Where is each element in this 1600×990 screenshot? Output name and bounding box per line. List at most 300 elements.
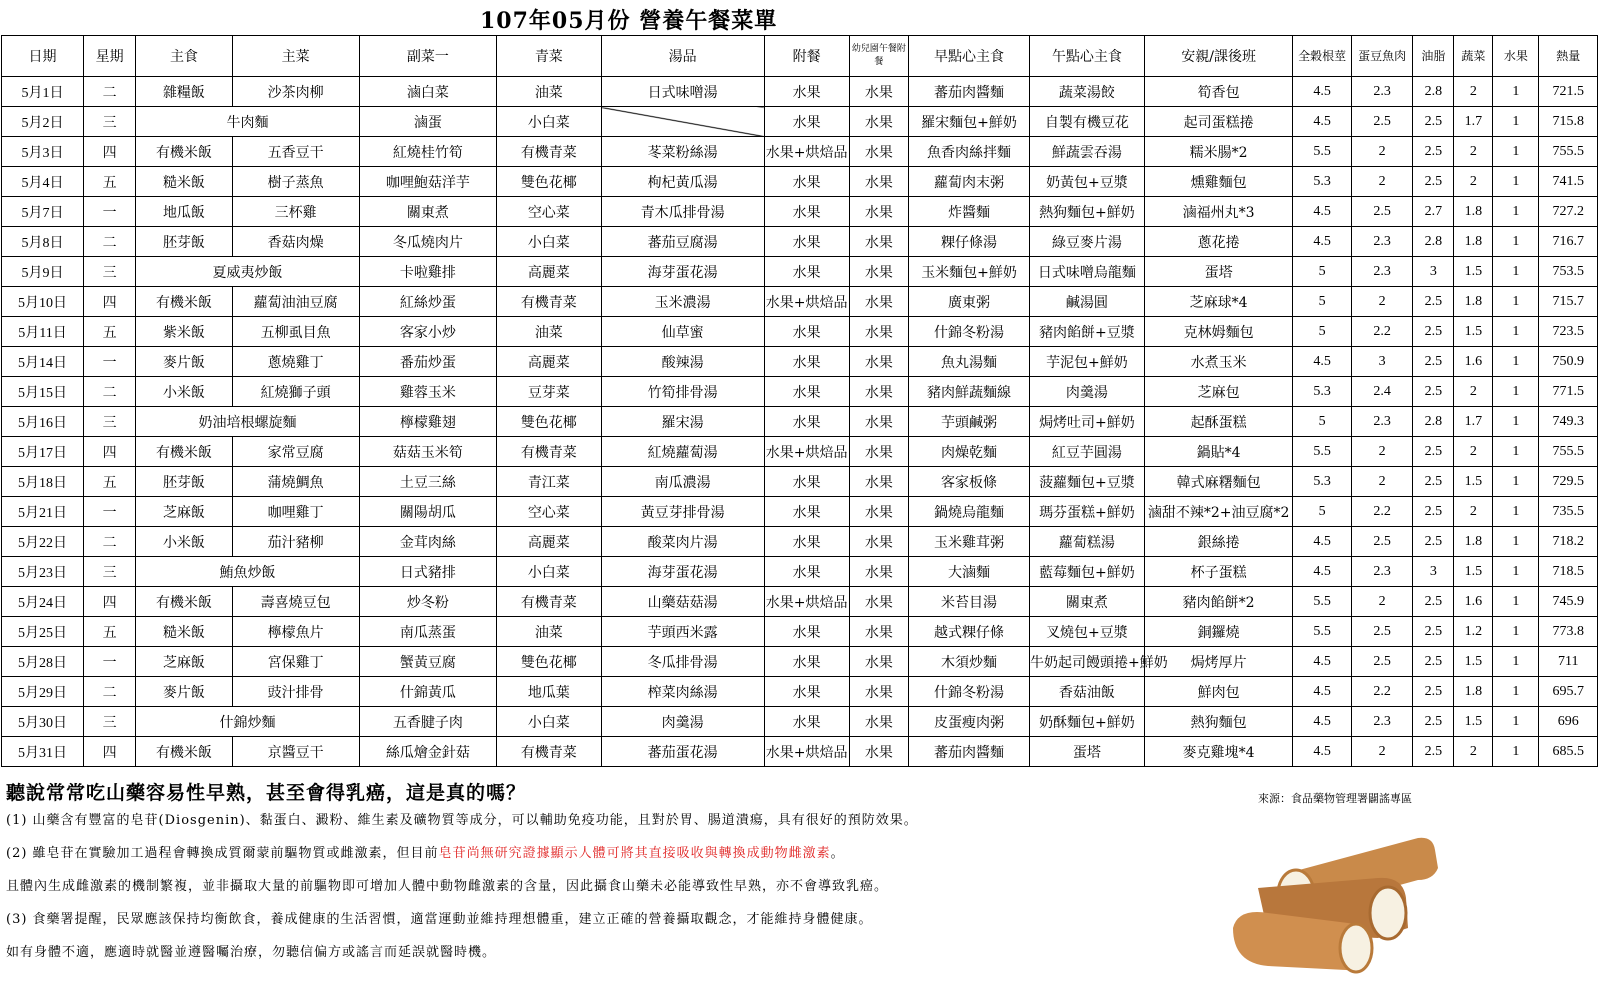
article-question: 聽說常常吃山藥容易性早熟，甚至會得乳癌，這是真的嗎？	[6, 782, 527, 804]
cell-morning-snack: 米苔目湯	[909, 587, 1030, 617]
cell-vegetable: 有機青菜	[497, 737, 602, 767]
cell-side-dish: 菇菇玉米筍	[359, 437, 496, 467]
cell-vegetables: 1.5	[1454, 647, 1493, 677]
cell-after-school: 筍香包	[1144, 77, 1293, 107]
cell-main-dish: 壽喜燒豆包	[232, 587, 359, 617]
cell-kindergarten-extra: 水果	[849, 77, 908, 107]
menu-row	[2, 287, 1598, 317]
cell-side-dish: 絲瓜燴金針菇	[359, 737, 496, 767]
cell-afternoon-snack: 叉燒包+豆漿	[1030, 617, 1145, 647]
cell-weekday: 四	[84, 737, 136, 767]
cell-date: 5月4日	[2, 167, 84, 197]
cell-staple: 芝麻飯	[136, 647, 232, 677]
cell-vegetables: 1.5	[1454, 707, 1493, 737]
cell-fruit: 1	[1493, 317, 1539, 347]
cell-after-school: 焗烤厚片	[1144, 647, 1293, 677]
article-p2-highlight: 皂苷尚無研究證據顯示人體可將其直接吸收與轉換成動物雌激素	[438, 846, 831, 861]
cell-vegetables: 2	[1454, 137, 1493, 167]
cell-date: 5月8日	[2, 227, 84, 257]
cell-extra: 水果+烘焙品	[764, 437, 849, 467]
menu-row	[2, 347, 1598, 377]
cell-weekday: 三	[84, 257, 136, 287]
cell-fat: 2.5	[1413, 737, 1454, 767]
cell-vegetable: 有機青菜	[497, 287, 602, 317]
cell-afternoon-snack: 肉羹湯	[1030, 377, 1145, 407]
header-grains: 全穀根莖	[1293, 36, 1351, 77]
cell-afternoon-snack: 蘿蔔糕湯	[1030, 527, 1145, 557]
source-note: 來源：食品藥物管理署闢謠專區	[1258, 792, 1412, 805]
cell-fat: 3	[1413, 257, 1454, 287]
cell-staple: 胚芽飯	[136, 467, 232, 497]
header-fat: 油脂	[1413, 36, 1454, 77]
cell-side-dish: 金茸肉絲	[359, 527, 496, 557]
cell-fat: 2.5	[1413, 707, 1454, 737]
cell-protein: 2.2	[1351, 317, 1413, 347]
cell-grains: 4.5	[1293, 227, 1351, 257]
cell-date: 5月17日	[2, 437, 84, 467]
cell-afternoon-snack: 鮮蔬雲吞湯	[1030, 137, 1145, 167]
cell-morning-snack: 客家板條	[909, 467, 1030, 497]
cell-side-dish: 滷白菜	[359, 77, 496, 107]
cell-calories: 735.5	[1539, 497, 1598, 527]
cell-fruit: 1	[1493, 497, 1539, 527]
cell-soup: 海芽蛋花湯	[601, 257, 764, 287]
cell-morning-snack: 蕃茄肉醬麵	[909, 737, 1030, 767]
cell-extra: 水果	[764, 257, 849, 287]
cell-main-dish: 京醬豆干	[232, 737, 359, 767]
cell-vegetable: 高麗菜	[497, 527, 602, 557]
cell-main-dish: 蔥燒雞丁	[232, 347, 359, 377]
menu-row	[2, 317, 1598, 347]
cell-protein: 2.3	[1351, 257, 1413, 287]
menu-row	[2, 707, 1598, 737]
cell-vegetables: 1.7	[1454, 107, 1493, 137]
menu-row	[2, 677, 1598, 707]
cell-soup: 仙草蜜	[601, 317, 764, 347]
cell-soup: 酸菜肉片湯	[601, 527, 764, 557]
cell-morning-snack: 豬肉鮮蔬麵線	[909, 377, 1030, 407]
cell-side-dish: 咖哩鮑菇洋芋	[359, 167, 496, 197]
article-paragraph-4: (3) 食藥署提醒，民眾應該保持均衡飲食，養成健康的生活習慣，適當運動並維持理想體重，建立正確的營養攝取觀念，才能維持身體健康。	[6, 912, 873, 927]
menu-row	[2, 467, 1598, 497]
menu-row	[2, 407, 1598, 437]
cell-extra: 水果	[764, 467, 849, 497]
cell-side-dish: 卡啦雞排	[359, 257, 496, 287]
menu-row	[2, 137, 1598, 167]
cell-grains: 4.5	[1293, 347, 1351, 377]
cell-afternoon-snack: 自製有機豆花	[1030, 107, 1145, 137]
cell-calories: 715.7	[1539, 287, 1598, 317]
cell-side-dish: 炒冬粉	[359, 587, 496, 617]
cell-grains: 4.5	[1293, 737, 1351, 767]
article-paragraph-2	[6, 846, 1186, 862]
cell-vegetables: 1.5	[1454, 317, 1493, 347]
cell-staple: 有機米飯	[136, 137, 232, 167]
cell-afternoon-snack: 熱狗麵包+鮮奶	[1030, 197, 1145, 227]
cell-side-dish: 紅絲炒蛋	[359, 287, 496, 317]
header-calories: 熱量	[1539, 36, 1598, 77]
cell-calories: 755.5	[1539, 437, 1598, 467]
cell-afternoon-snack: 瑪芬蛋糕+鮮奶	[1030, 497, 1145, 527]
menu-row	[2, 227, 1598, 257]
cell-weekday: 四	[84, 437, 136, 467]
cell-soup: 肉羹湯	[601, 707, 764, 737]
cell-fruit: 1	[1493, 737, 1539, 767]
cell-fat: 3	[1413, 557, 1454, 587]
cell-vegetables: 1.8	[1454, 227, 1493, 257]
cell-extra: 水果	[764, 107, 849, 137]
cell-soup	[601, 107, 764, 137]
cell-kindergarten-extra: 水果	[849, 317, 908, 347]
cell-weekday: 四	[84, 137, 136, 167]
cell-fat: 2.5	[1413, 647, 1454, 677]
cell-soup: 蕃茄豆腐湯	[601, 227, 764, 257]
cell-vegetable: 雙色花椰	[497, 647, 602, 677]
cell-side-dish: 客家小炒	[359, 317, 496, 347]
header-side-dish: 副菜一	[359, 36, 496, 77]
cell-fruit: 1	[1493, 287, 1539, 317]
cell-morning-snack: 蕃茄肉醬麵	[909, 77, 1030, 107]
cell-vegetables: 1.8	[1454, 677, 1493, 707]
cell-fat: 2.5	[1413, 287, 1454, 317]
cell-kindergarten-extra: 水果	[849, 467, 908, 497]
menu-row	[2, 737, 1598, 767]
cell-fruit: 1	[1493, 227, 1539, 257]
cell-protein: 2.2	[1351, 677, 1413, 707]
cell-grains: 5.5	[1293, 437, 1351, 467]
header-extra: 附餐	[764, 36, 849, 77]
cell-main-dish: 茄汁豬柳	[232, 527, 359, 557]
cell-calories: 741.5	[1539, 167, 1598, 197]
cell-grains: 4.5	[1293, 647, 1351, 677]
cell-vegetable: 小白菜	[497, 107, 602, 137]
cell-fruit: 1	[1493, 587, 1539, 617]
cell-soup: 冬瓜排骨湯	[601, 647, 764, 677]
cell-vegetables: 1.7	[1454, 407, 1493, 437]
cell-soup: 山藥菇菇湯	[601, 587, 764, 617]
cell-vegetables: 1.6	[1454, 347, 1493, 377]
cell-after-school: 豬肉餡餅*2	[1144, 587, 1293, 617]
cell-calories: 773.8	[1539, 617, 1598, 647]
cell-after-school: 鍋貼*4	[1144, 437, 1293, 467]
article-p2-start: (2) 雖皂苷在實驗加工過程會轉換成質爾蒙前驅物質或雌激素，但目前	[6, 846, 439, 861]
cell-morning-snack: 粿仔條湯	[909, 227, 1030, 257]
cell-side-dish: 滷蛋	[359, 107, 496, 137]
cell-vegetable: 雙色花椰	[497, 407, 602, 437]
cell-extra: 水果	[764, 227, 849, 257]
cell-fruit: 1	[1493, 407, 1539, 437]
cell-side-dish: 雞蓉玉米	[359, 377, 496, 407]
cell-date: 5月10日	[2, 287, 84, 317]
cell-fruit: 1	[1493, 707, 1539, 737]
cell-morning-snack: 蘿蔔肉末粥	[909, 167, 1030, 197]
cell-morning-snack: 肉燥乾麵	[909, 437, 1030, 467]
cell-fat: 2.5	[1413, 347, 1454, 377]
cell-date: 5月30日	[2, 707, 84, 737]
cell-fat: 2.5	[1413, 497, 1454, 527]
cell-soup: 青木瓜排骨湯	[601, 197, 764, 227]
cell-vegetables: 1.6	[1454, 587, 1493, 617]
cell-staple: 胚芽飯	[136, 227, 232, 257]
cell-soup: 羅宋湯	[601, 407, 764, 437]
cell-side-dish: 紅燒桂竹筍	[359, 137, 496, 167]
cell-protein: 2.3	[1351, 77, 1413, 107]
cell-staple: 有機米飯	[136, 287, 232, 317]
cell-staple: 紫米飯	[136, 317, 232, 347]
cell-staple: 雜糧飯	[136, 77, 232, 107]
cell-after-school: 燻雞麵包	[1144, 167, 1293, 197]
cell-weekday: 一	[84, 197, 136, 227]
cell-afternoon-snack: 藍莓麵包+鮮奶	[1030, 557, 1145, 587]
cell-calories: 727.2	[1539, 197, 1598, 227]
cell-protein: 2	[1351, 737, 1413, 767]
cell-main-dish: 咖哩雞丁	[232, 497, 359, 527]
cell-side-dish: 關陽胡瓜	[359, 497, 496, 527]
cell-grains: 5	[1293, 407, 1351, 437]
cell-staple: 芝麻飯	[136, 497, 232, 527]
cell-grains: 4.5	[1293, 677, 1351, 707]
cell-protein: 2	[1351, 437, 1413, 467]
menu-row	[2, 167, 1598, 197]
cell-morning-snack: 玉米雞茸粥	[909, 527, 1030, 557]
article-paragraph-3: 且體內生成雌激素的機制繁複，並非攝取大量的前驅物即可增加人體中動物雌激素的含量，因此攝食山藥未必能導致性早熟，亦不會導致乳癌。	[6, 879, 889, 894]
cell-fat: 2.5	[1413, 527, 1454, 557]
cell-morning-snack: 什錦冬粉湯	[909, 317, 1030, 347]
cell-fat: 2.8	[1413, 227, 1454, 257]
cell-vegetables: 1.8	[1454, 527, 1493, 557]
cell-kindergarten-extra: 水果	[849, 227, 908, 257]
cell-date: 5月1日	[2, 77, 84, 107]
cell-calories: 771.5	[1539, 377, 1598, 407]
cell-staple: 有機米飯	[136, 437, 232, 467]
cell-date: 5月23日	[2, 557, 84, 587]
cell-weekday: 五	[84, 167, 136, 197]
cell-vegetable: 油菜	[497, 317, 602, 347]
cell-vegetable: 雙色花椰	[497, 167, 602, 197]
cell-after-school: 熱狗麵包	[1144, 707, 1293, 737]
cell-protein: 2.4	[1351, 377, 1413, 407]
cell-weekday: 二	[84, 377, 136, 407]
cell-fat: 2.5	[1413, 437, 1454, 467]
cell-afternoon-snack: 鹹湯圓	[1030, 287, 1145, 317]
cell-afternoon-snack: 紅豆芋圓湯	[1030, 437, 1145, 467]
cell-vegetable: 小白菜	[497, 707, 602, 737]
cell-after-school: 水煮玉米	[1144, 347, 1293, 377]
cell-soup: 榨菜肉絲湯	[601, 677, 764, 707]
header-main-dish: 主菜	[232, 36, 359, 77]
menu-table	[1, 35, 1598, 767]
cell-soup: 南瓜濃湯	[601, 467, 764, 497]
header-morning-snack: 早點心主食	[909, 36, 1030, 77]
cell-morning-snack: 皮蛋瘦肉粥	[909, 707, 1030, 737]
header-vegetables: 蔬菜	[1454, 36, 1493, 77]
menu-row	[2, 617, 1598, 647]
cell-weekday: 三	[84, 557, 136, 587]
cell-calories: 753.5	[1539, 257, 1598, 287]
cell-protein: 2.3	[1351, 407, 1413, 437]
cell-after-school: 韓式麻糬麵包	[1144, 467, 1293, 497]
cell-weekday: 二	[84, 527, 136, 557]
cell-vegetables: 1.5	[1454, 557, 1493, 587]
cell-extra: 水果	[764, 617, 849, 647]
header-soup: 湯品	[601, 36, 764, 77]
cell-extra: 水果+烘焙品	[764, 587, 849, 617]
cell-morning-snack: 芋頭鹹粥	[909, 407, 1030, 437]
cell-vegetable: 空心菜	[497, 497, 602, 527]
cell-after-school: 杯子蛋糕	[1144, 557, 1293, 587]
article-p2-end: 。	[830, 846, 845, 861]
cell-fat: 2.5	[1413, 107, 1454, 137]
header-kindergarten-extra: 幼兒園午餐附餐	[849, 36, 908, 77]
cell-morning-snack: 木須炒麵	[909, 647, 1030, 677]
cell-protein: 2.3	[1351, 227, 1413, 257]
cell-date: 5月28日	[2, 647, 84, 677]
cell-fat: 2.5	[1413, 587, 1454, 617]
cell-main-dish: 家常豆腐	[232, 437, 359, 467]
cell-afternoon-snack: 日式味噌烏龍麵	[1030, 257, 1145, 287]
cell-staple: 有機米飯	[136, 737, 232, 767]
cell-vegetables: 1.5	[1454, 257, 1493, 287]
cell-extra: 水果+烘焙品	[764, 287, 849, 317]
cell-fruit: 1	[1493, 347, 1539, 377]
cell-after-school: 糯米腸*2	[1144, 137, 1293, 167]
cell-kindergarten-extra: 水果	[849, 737, 908, 767]
article-paragraph-1: (1) 山藥含有豐富的皂苷(Diosgenin)、黏蛋白、澱粉、維生素及礦物質等成分，可以輔助免疫功能，且對於胃、腸道潰瘍，具有很好的預防效果。	[6, 813, 918, 828]
cell-soup: 黃豆芽排骨湯	[601, 497, 764, 527]
cell-weekday: 三	[84, 107, 136, 137]
cell-fat: 2.5	[1413, 167, 1454, 197]
cell-grains: 5	[1293, 317, 1351, 347]
cell-calories: 755.5	[1539, 137, 1598, 167]
cell-grains: 5.3	[1293, 167, 1351, 197]
cell-staple: 糙米飯	[136, 167, 232, 197]
cell-weekday: 五	[84, 617, 136, 647]
cell-grains: 5.3	[1293, 467, 1351, 497]
cell-after-school: 克林姆麵包	[1144, 317, 1293, 347]
cell-side-dish: 蟹黃豆腐	[359, 647, 496, 677]
cell-fruit: 1	[1493, 617, 1539, 647]
cell-protein: 2	[1351, 167, 1413, 197]
cell-vegetable: 有機青菜	[497, 437, 602, 467]
cell-fat: 2.5	[1413, 677, 1454, 707]
cell-vegetables: 1.5	[1454, 467, 1493, 497]
cell-extra: 水果	[764, 647, 849, 677]
cell-calories: 695.7	[1539, 677, 1598, 707]
menu-row	[2, 257, 1598, 287]
menu-row	[2, 587, 1598, 617]
cell-kindergarten-extra: 水果	[849, 437, 908, 467]
cell-after-school: 蔥花捲	[1144, 227, 1293, 257]
cell-fruit: 1	[1493, 527, 1539, 557]
cell-main-dish: 檸檬魚片	[232, 617, 359, 647]
cell-grains: 4.5	[1293, 527, 1351, 557]
cell-afternoon-snack: 關東煮	[1030, 587, 1145, 617]
cell-soup: 日式味噌湯	[601, 77, 764, 107]
cell-protein: 2.5	[1351, 647, 1413, 677]
cell-kindergarten-extra: 水果	[849, 377, 908, 407]
cell-protein: 2	[1351, 467, 1413, 497]
cell-main-dish: 紅燒獅子頭	[232, 377, 359, 407]
cell-afternoon-snack: 香菇油飯	[1030, 677, 1145, 707]
header-date: 日期	[2, 36, 84, 77]
menu-row	[2, 647, 1598, 677]
cell-staple: 小米飯	[136, 527, 232, 557]
cell-vegetable: 空心菜	[497, 197, 602, 227]
cell-grains: 4.5	[1293, 77, 1351, 107]
cell-extra: 水果	[764, 707, 849, 737]
cell-extra: 水果	[764, 197, 849, 227]
cell-after-school: 芝麻球*4	[1144, 287, 1293, 317]
cell-vegetable: 豆芽菜	[497, 377, 602, 407]
header-vegetable: 青菜	[497, 36, 602, 77]
cell-extra: 水果	[764, 167, 849, 197]
cell-staple-main: 牛肉麵	[136, 107, 359, 137]
cell-fruit: 1	[1493, 137, 1539, 167]
cell-date: 5月21日	[2, 497, 84, 527]
cell-morning-snack: 越式粿仔條	[909, 617, 1030, 647]
cell-side-dish: 日式豬排	[359, 557, 496, 587]
cell-vegetables: 1.8	[1454, 287, 1493, 317]
cell-extra: 水果	[764, 527, 849, 557]
cell-fat: 2.7	[1413, 197, 1454, 227]
cell-kindergarten-extra: 水果	[849, 137, 908, 167]
cell-fat: 2.8	[1413, 407, 1454, 437]
cell-calories: 750.9	[1539, 347, 1598, 377]
cell-fat: 2.5	[1413, 377, 1454, 407]
cell-kindergarten-extra: 水果	[849, 107, 908, 137]
cell-after-school: 起司蛋糕捲	[1144, 107, 1293, 137]
cell-kindergarten-extra: 水果	[849, 527, 908, 557]
cell-main-dish: 香菇肉燥	[232, 227, 359, 257]
cell-extra: 水果	[764, 347, 849, 377]
cell-calories: 718.2	[1539, 527, 1598, 557]
cell-date: 5月16日	[2, 407, 84, 437]
cell-protein: 2	[1351, 287, 1413, 317]
menu-row	[2, 197, 1598, 227]
cell-staple-main: 什錦炒麵	[136, 707, 359, 737]
cell-calories: 715.8	[1539, 107, 1598, 137]
cell-grains: 4.5	[1293, 707, 1351, 737]
cell-side-dish: 番茄炒蛋	[359, 347, 496, 377]
cell-staple: 糙米飯	[136, 617, 232, 647]
cell-main-dish: 樹子蒸魚	[232, 167, 359, 197]
cell-fat: 2.8	[1413, 77, 1454, 107]
cell-grains: 5.5	[1293, 587, 1351, 617]
cell-afternoon-snack: 焗烤吐司+鮮奶	[1030, 407, 1145, 437]
cell-kindergarten-extra: 水果	[849, 197, 908, 227]
cell-vegetable: 小白菜	[497, 227, 602, 257]
cell-afternoon-snack: 菠蘿麵包+豆漿	[1030, 467, 1145, 497]
cell-vegetables: 2	[1454, 497, 1493, 527]
cell-staple: 小米飯	[136, 377, 232, 407]
cell-weekday: 三	[84, 707, 136, 737]
cell-after-school: 銀絲捲	[1144, 527, 1293, 557]
cell-afternoon-snack: 蔬菜湯餃	[1030, 77, 1145, 107]
cell-weekday: 一	[84, 497, 136, 527]
cell-calories: 696	[1539, 707, 1598, 737]
cell-side-dish: 什錦黃瓜	[359, 677, 496, 707]
cell-vegetable: 有機青菜	[497, 587, 602, 617]
cell-vegetable: 小白菜	[497, 557, 602, 587]
cell-protein: 2.5	[1351, 107, 1413, 137]
menu-body	[2, 77, 1598, 767]
cell-calories: 718.5	[1539, 557, 1598, 587]
cell-kindergarten-extra: 水果	[849, 677, 908, 707]
cell-morning-snack: 鍋燒烏龍麵	[909, 497, 1030, 527]
menu-row	[2, 377, 1598, 407]
article	[6, 778, 1186, 978]
cell-morning-snack: 大滷麵	[909, 557, 1030, 587]
